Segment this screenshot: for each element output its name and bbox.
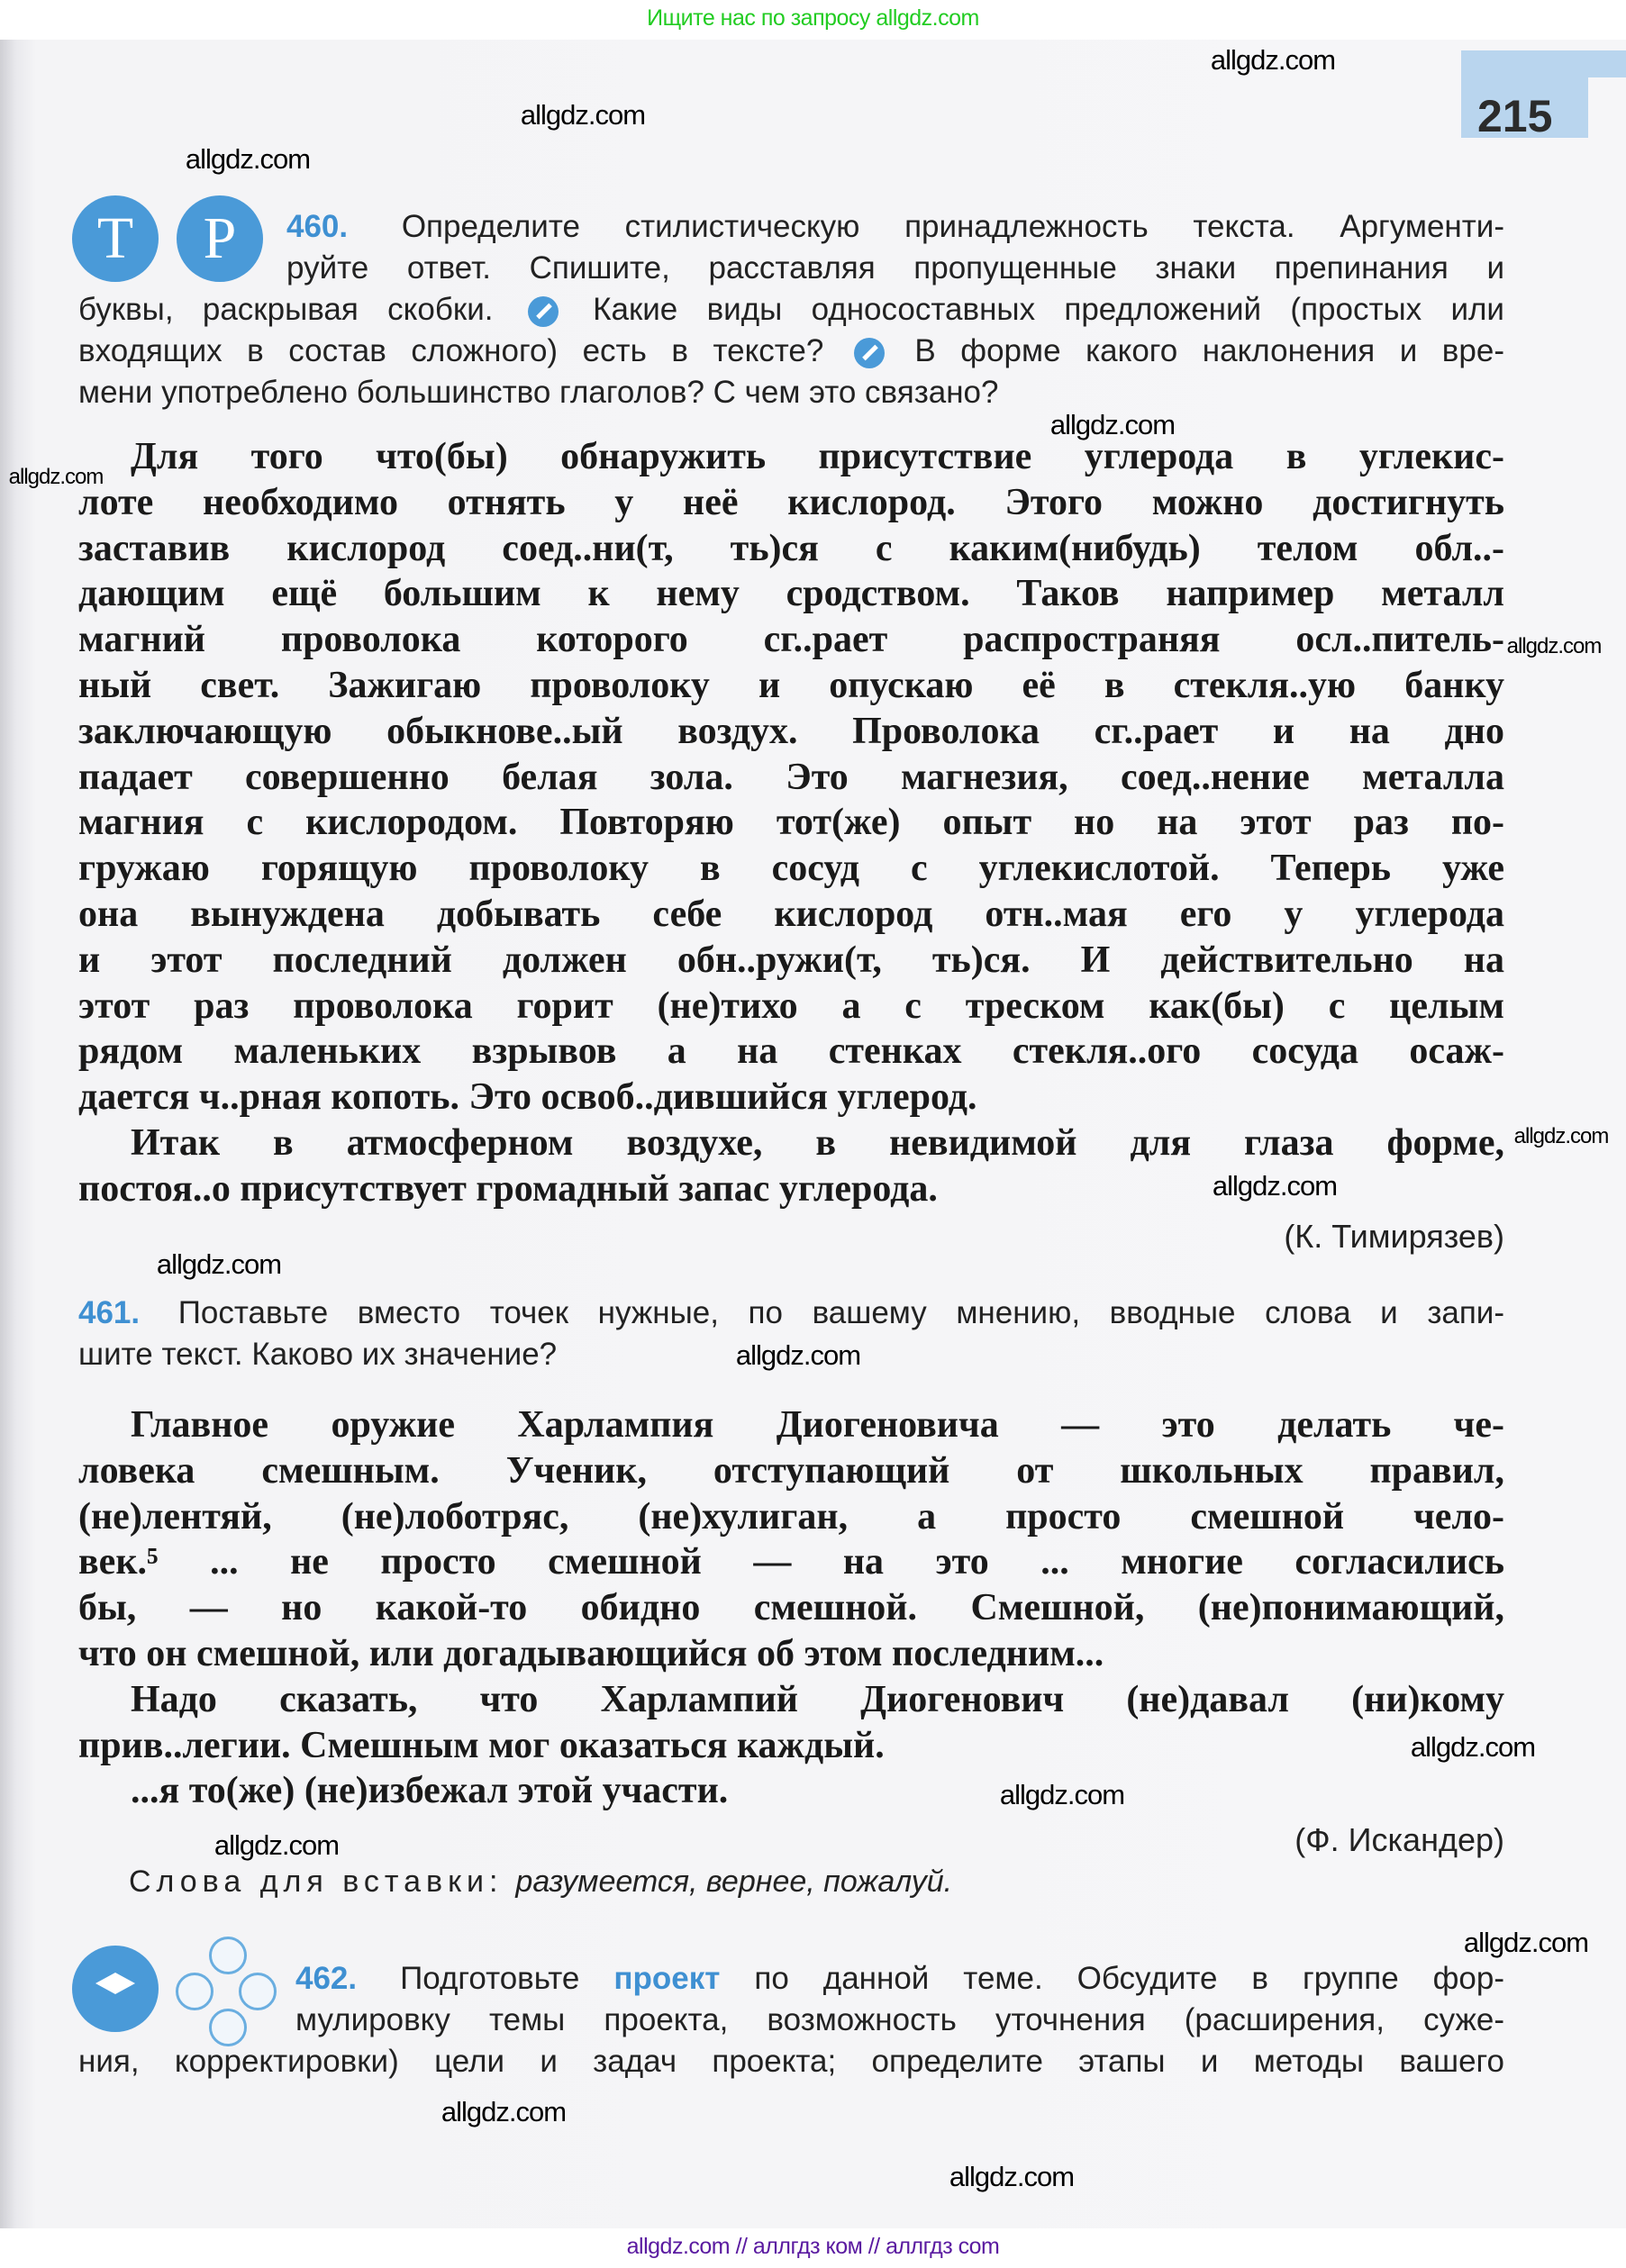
- insert-words-label: Слова для вставки:: [129, 1864, 504, 1899]
- watermark: allgdz.com: [1212, 1170, 1338, 1202]
- watermark: allgdz.com: [1410, 1731, 1536, 1763]
- text-line: постоя..о присутствует громадный запас углерода.: [78, 1167, 938, 1210]
- footer-text: allgdz.com // аллгдз ком // аллгдз com: [626, 2234, 1000, 2259]
- task-line: ния, корректировки) цели и задач проекта; определите этапы и методы вашего: [78, 2044, 1504, 2079]
- task-text: буквы, раскрывая скобки.: [78, 292, 494, 327]
- task-text: Поставьте вместо точек нужные, по вашему мнению, вводные слова и запи-: [177, 1295, 1504, 1330]
- task-line: [78, 206, 1504, 248]
- practice-badge-icon: Р: [177, 195, 263, 282]
- watermark: allgdz.com: [1049, 409, 1176, 440]
- text-line: дается ч..рная копоть. Это освоб..дившийся углерод.: [78, 1076, 977, 1119]
- pencil-icon: [854, 338, 885, 368]
- text-line: она вынуждена добывать себе кислород отн..мая его у углерода: [78, 893, 1504, 935]
- author-iskander: (Ф. Искандер): [1294, 1821, 1504, 1858]
- task-text: Какие виды односоставных предложений (простых или: [593, 292, 1504, 327]
- task-line: [78, 1958, 1504, 2000]
- text-line: магний проволока которого сг..рает распространяя осл..питель-: [78, 619, 1504, 661]
- insert-words: [129, 1864, 952, 1900]
- watermark: allgdz.com: [520, 99, 646, 131]
- page-number: 215: [1477, 91, 1553, 141]
- text-line: ный свет. Зажигаю проволоку и опускаю её в стекля..ую банку: [78, 664, 1504, 706]
- footer-banner: [0, 2228, 1626, 2268]
- watermark: allgdz.com: [185, 143, 311, 175]
- watermark: allgdz.com: [1463, 1927, 1589, 1958]
- text-line: (не)лентяй, (не)лоботряс, (не)хулиган, а просто смешной чело-: [78, 1495, 1504, 1538]
- author-timiryazev: (К. Тимирязев): [1284, 1218, 1504, 1255]
- task-number: 462.: [295, 1961, 358, 1996]
- insert-words-list: разумеется, вернее, пожалуй.: [515, 1864, 953, 1899]
- text-line: Для того что(бы) обнаружить присутствие углерода в углекис-: [131, 436, 1504, 477]
- task-number: 461.: [78, 1295, 141, 1330]
- text-line: магния с кислородом. Повторяю тот(же) опыт но на этот раз по-: [78, 802, 1504, 844]
- text-line: лоте необходимо отнять у неё кислород. Этого можно достигнуть: [78, 481, 1504, 523]
- task-462: [78, 1958, 1504, 2082]
- pencil-icon: [528, 296, 559, 327]
- task-text: Определите стилистическую принадлежность текста. Аргументи-: [401, 209, 1505, 244]
- watermark: allgdz.com: [213, 1829, 340, 1861]
- task-line: мени употреблено большинство глаголов? С чем это связано?: [78, 375, 999, 410]
- task-text: по данной теме. Обсудите в группе фор-: [754, 1961, 1505, 1996]
- top-banner: [0, 0, 1626, 40]
- text-timiryazev: [78, 434, 1504, 1212]
- task-line: [78, 331, 1504, 372]
- text-line: и этот последний должен обн..ружи(т, ть)ся. И действительно на: [78, 939, 1504, 981]
- task-460: [78, 206, 1504, 413]
- task-text: Подготовьте: [400, 1961, 580, 1996]
- text-line: этот раз проволока горит (не)тихо а с треском как(бы) с целым: [78, 984, 1504, 1027]
- theory-badge-icon: Т: [72, 195, 159, 282]
- task-line: [78, 1293, 1504, 1334]
- text-line: падает совершенно белая зола. Это магнезия, соед..нение металла: [78, 756, 1504, 798]
- watermark: allgdz.com: [949, 2161, 1075, 2192]
- task-line: [78, 289, 1504, 331]
- text-line: бы, — но какой-то обидно смешной. Смешной, (не)понимающий,: [78, 1587, 1504, 1629]
- watermark: allgdz.com: [156, 1248, 282, 1280]
- text-line: ловека смешным. Ученик, отступающий от школьных правил,: [78, 1449, 1504, 1492]
- task-text: В форме какого наклонения и вре-: [914, 333, 1504, 368]
- task-line: мулировку темы проекта, возможность уточнения (расширения, суже-: [295, 2002, 1504, 2037]
- text-iskander: [78, 1402, 1504, 1814]
- watermark: allgdz.com: [1506, 634, 1602, 658]
- text-line: век.⁵ ... не просто смешной — на это ... многие согласились: [78, 1541, 1504, 1583]
- text-line: дающим ещё большим к нему сродством. Таков например металл: [78, 573, 1504, 615]
- watermark: allgdz.com: [735, 1339, 861, 1371]
- task-line: руйте ответ. Спишите, расставляя пропущенные знаки препинания и: [286, 250, 1504, 286]
- watermark: allgdz.com: [441, 2096, 567, 2127]
- task-text: входящих в состав сложного) есть в тексте?: [78, 333, 824, 368]
- text-line: Итак в атмосферном воздухе, в невидимой для глаза форме,: [131, 1121, 1504, 1164]
- page-corner-tab-extension: [1588, 50, 1626, 77]
- text-line: заставив кислород соед..ни(т, ть)ся с каким(нибудь) телом обл..-: [78, 527, 1504, 569]
- text-line: рядом маленьких взрывов а на стенках стекля..ого сосуда осаж-: [78, 1030, 1504, 1073]
- text-line: Главное оружие Харлампия Диогеновича — это делать че-: [131, 1404, 1504, 1446]
- text-line: заключающую обыкнове..ый воздух. Проволока сг..рает и на дно: [78, 710, 1504, 752]
- watermark: allgdz.com: [1513, 1124, 1609, 1148]
- task-line: шите текст. Каково их значение?: [78, 1337, 558, 1372]
- watermark: allgdz.com: [1210, 44, 1336, 76]
- text-line: ...я то(же) (не)избежал этой участи.: [131, 1770, 729, 1812]
- task-number: 460.: [286, 209, 349, 244]
- text-line: гружаю горящую проволоку в сосуд с углекислотой. Теперь уже: [78, 848, 1504, 890]
- text-line: Надо сказать, что Харлампий Диогенович (не)давал (ни)кому: [131, 1678, 1504, 1720]
- watermark: allgdz.com: [999, 1779, 1125, 1810]
- text-line: прив..легии. Смешным мог оказаться каждый.: [78, 1724, 885, 1766]
- project-keyword: проект: [613, 1961, 721, 1996]
- watermark: allgdz.com: [8, 465, 104, 489]
- top-banner-text: Ищите нас по запросу allgdz.com: [647, 5, 979, 31]
- text-line: что он смешной, или догадывающийся об этом последним...: [78, 1632, 1104, 1674]
